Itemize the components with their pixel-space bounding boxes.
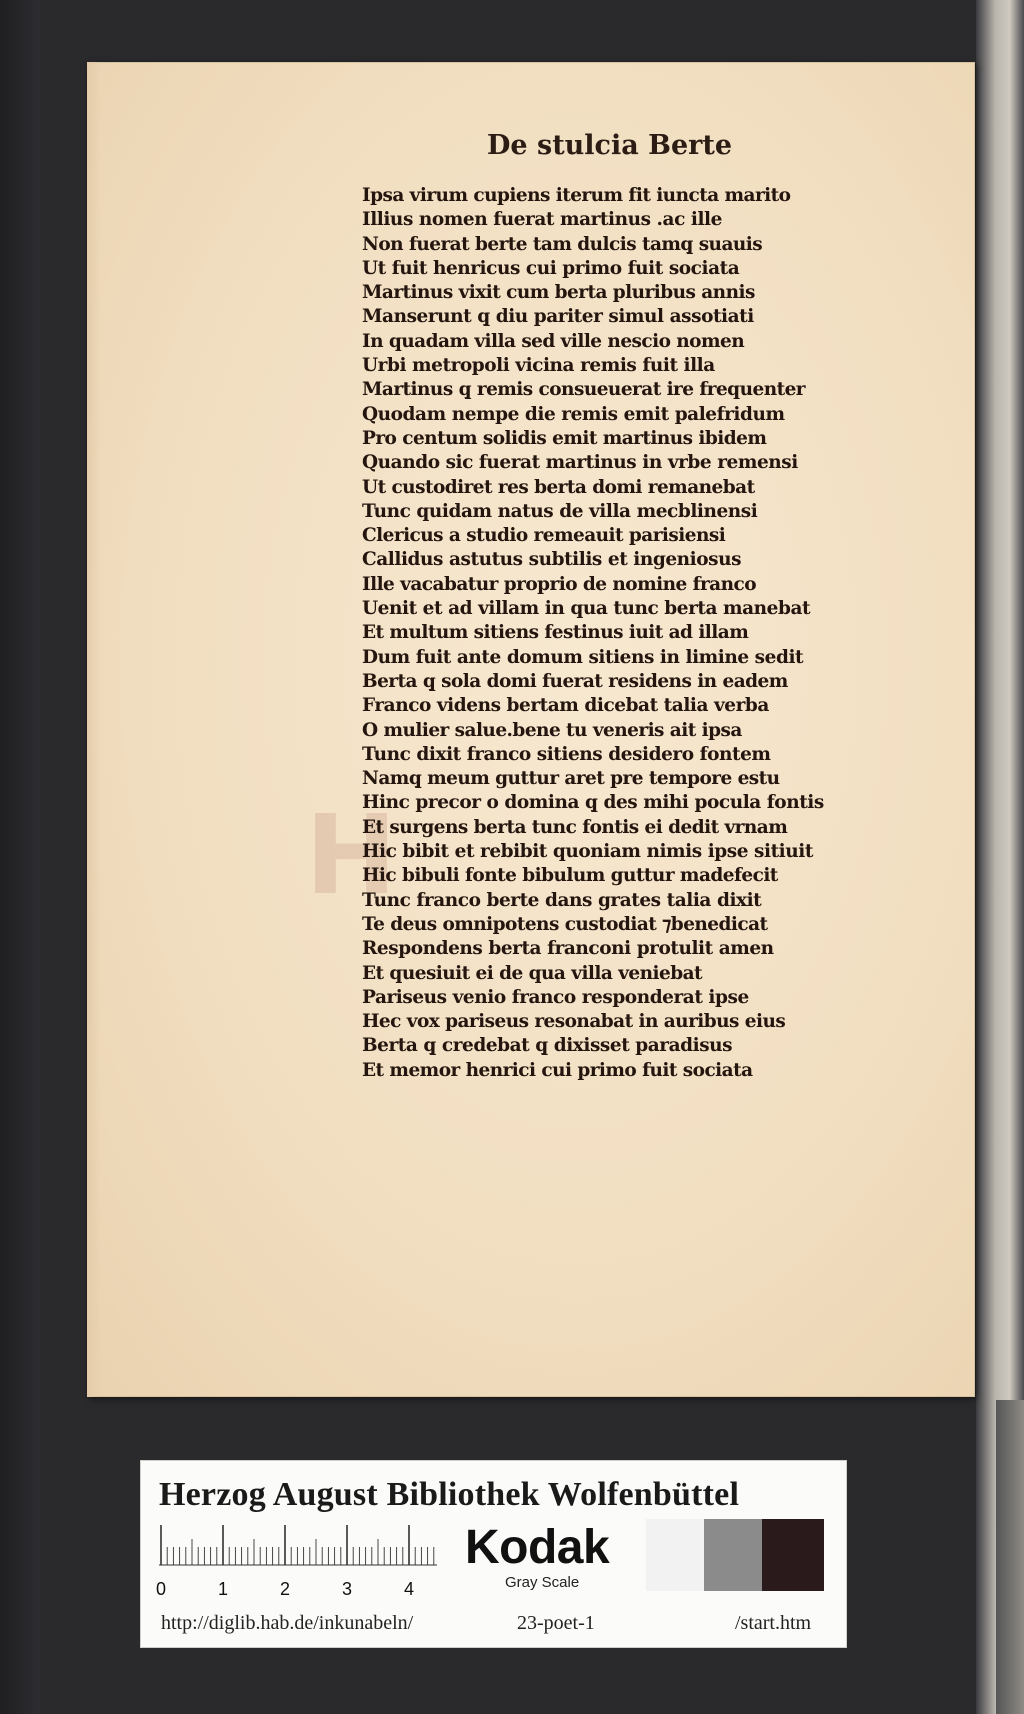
background-right-bottom — [996, 1400, 1024, 1714]
verse-line: Ipsa virum cupiens iterum fit iuncta marito — [362, 185, 791, 206]
verse-line: Tunc quidam natus de villa mecblinensi — [362, 500, 758, 522]
verse-line: Berta q̧ credebat q̧ dixisset paradisus — [362, 1035, 733, 1057]
verse-line: Berta q̧ sola domi fuerat residens in eadem — [362, 670, 788, 692]
verse-line: Te deus omnipotens custodiat ⁊benedicat — [362, 913, 768, 935]
verse-line: Illius nomen fuerat martinus .ac ille — [362, 209, 722, 231]
watermark-letter: H — [305, 791, 398, 919]
gray-swatch-dark — [762, 1519, 824, 1591]
verse-line: Ut fuit henricus cui primo fuit sociata — [362, 257, 740, 279]
verse-line: Manserunt q̧ diu pariter simul assotiati — [362, 306, 754, 328]
verse-line: Ille vacabatur proprio de nomine franco — [362, 573, 757, 595]
verse-line: Tunc franco berte dans grates talia dixit — [362, 889, 762, 911]
verse-line: Et multum sitiens festinus iuit ad illam — [362, 622, 749, 644]
verse-line: Urbi metropoli vicina remis fuit illa — [362, 355, 715, 377]
ruler-number: 4 — [403, 1579, 415, 1599]
page-heading: De stulcia Berte — [487, 130, 733, 161]
verse-line: In quadam villa sed ville nescio nomen — [362, 330, 745, 352]
verse-line: Quodam nempe die remis emit palefridum — [362, 403, 785, 425]
verse-line: Et surgens berta tunc fontis ei dedit vrnam — [362, 816, 788, 838]
kodak-logo: Kodak — [465, 1521, 610, 1574]
background-left — [0, 0, 40, 1714]
verse-line: Hic bibuli fonte bibulum guttur madefecit — [362, 865, 778, 887]
verse-line: Hic bibit et rebibit quoniam nimis ipse sitiuit — [362, 841, 813, 863]
ruler-number: 3 — [341, 1579, 353, 1599]
verse-line: Quando sic fuerat martinus in vrbe remensi — [362, 452, 798, 474]
gray-swatch-light — [646, 1519, 704, 1591]
ruler-number: 0 — [155, 1579, 167, 1599]
verse-line: Dum fuit ante domum sitiens in limine sedit — [362, 646, 804, 668]
ruler — [155, 1525, 449, 1605]
library-name: Herzog August Bibliothek Wolfenbüttel — [159, 1476, 740, 1513]
gray-scale-label: Gray Scale — [505, 1574, 580, 1591]
page-edge-shadow — [87, 62, 101, 1397]
verse-line: Namq̧ meum guttur aret pre tempore estu — [362, 768, 780, 790]
url-shelfmark: 23-poet-1 — [517, 1612, 595, 1634]
verse-line: Et memor henrici cui primo fuit sociata — [362, 1059, 753, 1081]
verse-line: Hinc precor o domina q̧ des mihi pocula fontis — [362, 792, 824, 814]
ruler-labels — [156, 1579, 414, 1599]
verse-line: Clericus a studio remeauit parisiensi — [362, 525, 726, 547]
verse-line: Uenit et ad villam in qua tunc berta manebat — [362, 598, 811, 620]
verse-line: Non fuerat berte tam dulcis tamq̧ suauis — [362, 233, 763, 255]
verse-line: Ut custodiret res berta domi remanebat — [362, 476, 755, 498]
url-base: http://diglib.hab.de/inkunabeln/ — [161, 1612, 414, 1634]
ruler-number: 1 — [217, 1579, 229, 1599]
verse-line: Et quesiuit ei de qua villa veniebat — [362, 962, 703, 984]
verse-line: Martinus vixit cum berta pluribus annis — [362, 282, 755, 304]
verse-line: Tunc dixit franco sitiens desidero fontem — [362, 743, 771, 765]
verse-line: Martinus q̧ remis consueuerat ire frequenter — [362, 379, 806, 401]
url-suffix: /start.htm — [735, 1612, 812, 1634]
verse-line: Pro centum solidis emit martinus ibidem — [362, 427, 767, 449]
ruler-ticks — [161, 1525, 434, 1565]
verse-line: Franco videns bertam dicebat talia verba — [362, 695, 769, 717]
verse-line: Respondens berta franconi protulit amen — [362, 938, 774, 960]
verse-list — [362, 184, 842, 1083]
ruler-number: 2 — [279, 1579, 291, 1599]
verse-line: Callidus astutus subtilis et ingeniosus — [362, 549, 742, 571]
color-target-card — [140, 1460, 847, 1648]
verse-line: Pariseus venio franco responderat ipse — [362, 986, 749, 1008]
gray-swatch-mid — [704, 1519, 762, 1591]
verse-line: Hec vox pariseus resonabat in auribus eius — [362, 1011, 786, 1033]
verse-line: O mulier salue.bene tu veneris ait ipsa — [362, 719, 742, 741]
